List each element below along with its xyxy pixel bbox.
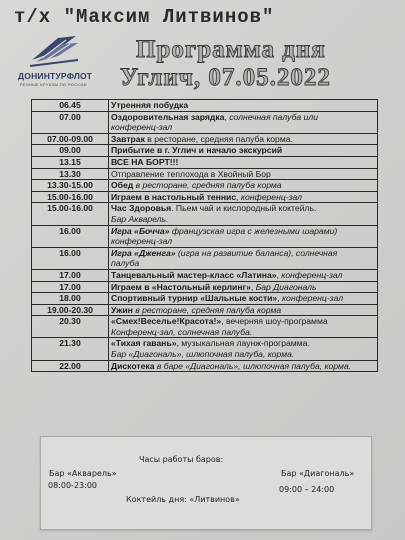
- event-text: , музыкальная лаунж-программа.: [176, 338, 310, 349]
- schedule-time: 13.15: [32, 156, 109, 168]
- bar-hours-note: [40, 436, 372, 530]
- schedule-row: [32, 360, 378, 372]
- event-line: [111, 180, 375, 191]
- event-text: в баре «Диагональ», шлюпочная палуба, корма.: [156, 360, 352, 371]
- event-line: [111, 316, 375, 327]
- event-line: [111, 169, 375, 180]
- event-text: Играем в «Настольный керлинг»: [111, 281, 251, 292]
- event-line: [111, 145, 375, 156]
- schedule-event: [109, 293, 378, 305]
- schedule-event: [109, 168, 378, 180]
- event-text: ,: [276, 269, 282, 280]
- event-text: ВСЕ НА БОРТ!!!: [111, 156, 179, 167]
- event-line: [111, 338, 375, 349]
- schedule-time: 15.00-16.00: [32, 203, 109, 225]
- event-text: конференц-зал: [281, 269, 343, 280]
- schedule-row: [32, 133, 378, 145]
- schedule-time: 18.00: [32, 293, 109, 305]
- schedule-time: 06.45: [32, 100, 109, 112]
- schedule-time: 07.00-09.00: [32, 133, 109, 145]
- schedule-row: [32, 180, 378, 192]
- schedule-row: [32, 111, 378, 133]
- event-line: [111, 327, 375, 338]
- schedule-time: 13.30: [32, 168, 109, 180]
- schedule-row: [32, 338, 378, 360]
- schedule-event: [109, 269, 378, 281]
- event-text: Танцевальный мастер-класс «Латина»: [111, 269, 277, 280]
- event-text: конференц-зал: [111, 122, 173, 133]
- schedule-row: [32, 156, 378, 168]
- event-line: [111, 248, 375, 259]
- schedule-row: [32, 316, 378, 338]
- schedule-row: [32, 293, 378, 305]
- logo-name: ДОНИНТУРФЛОТ: [18, 71, 93, 81]
- schedule-event: [109, 156, 378, 168]
- schedule-event: [109, 145, 378, 157]
- schedule-event: [109, 203, 378, 225]
- event-text: ,: [250, 281, 256, 292]
- event-text: Завтрак: [111, 133, 145, 144]
- schedule-time: 17.00: [32, 269, 109, 281]
- event-text: «Тихая гавань»: [111, 338, 177, 349]
- schedule-time: 09.00: [32, 145, 109, 157]
- event-text: Час Здоровья: [111, 203, 172, 214]
- event-text: в ресторане, средняя палуба корма: [135, 180, 282, 191]
- logo-tagline: РЕЧНЫЕ КРУИЗЫ ПО РОССИИ: [20, 82, 87, 87]
- event-text: Игра «Дженга»: [111, 247, 176, 258]
- schedule-event: [109, 338, 378, 360]
- bar-diagonal-name: Бар «Диагональ»: [281, 469, 355, 478]
- event-text: солнечная палуба или: [229, 111, 318, 122]
- schedule-row: [32, 304, 378, 316]
- event-text: (игра на развитие баланса), солнечная: [175, 247, 338, 258]
- event-text: конференц-зал: [240, 191, 303, 202]
- schedule-event: [109, 316, 378, 338]
- event-line: [111, 305, 375, 316]
- event-text: Отправление теплохода в Хвойный Бор: [111, 168, 271, 179]
- schedule-time: 22.00: [32, 360, 109, 372]
- schedule-row: [32, 100, 378, 112]
- schedule-time: 13.30-15.00: [32, 180, 109, 192]
- bar-akvarel-hours: 08:00-23:00: [48, 481, 97, 490]
- schedule-row: [32, 191, 378, 203]
- schedule-event: [109, 133, 378, 145]
- program-subtitle: Углич, 07.05.2022: [120, 64, 331, 91]
- schedule-time: 20.30: [32, 316, 109, 338]
- event-text: конференц-зал: [111, 236, 173, 247]
- event-text: Спортивный турнир «Шальные кости»: [111, 293, 278, 304]
- schedule-row: [32, 145, 378, 157]
- event-text: Дискотека: [111, 360, 155, 371]
- bar-diagonal-hours: 09:00 – 24:00: [279, 485, 335, 494]
- event-text: Бар «Диагональ», шлюпочная палуба, корма.: [111, 349, 295, 360]
- event-line: [111, 157, 375, 168]
- event-text: , вечерняя шоу-программа: [221, 316, 328, 327]
- event-text: Бар Акварель.: [111, 213, 169, 224]
- event-text: ,: [236, 191, 241, 202]
- schedule-event: [109, 304, 378, 316]
- event-text: конференц-зал: [282, 293, 344, 304]
- schedule-event: [109, 281, 378, 293]
- event-line: [111, 112, 375, 123]
- event-text: . Пьем чай и кислородный коктейль.: [171, 203, 317, 214]
- cocktail-of-day: Коктейль дня: «Литвинов»: [126, 495, 240, 504]
- event-line: [111, 282, 375, 293]
- schedule-time: 16.00: [32, 247, 109, 269]
- schedule-time: 17.00: [32, 281, 109, 293]
- schedule-event: [109, 360, 378, 372]
- event-line: [111, 192, 375, 203]
- event-text: Обед: [111, 180, 134, 191]
- schedule-event: [109, 191, 378, 203]
- event-text: французская игра с железными шарами): [169, 225, 338, 236]
- schedule-event: [109, 111, 378, 133]
- schedule-time: 19.00-20.30: [32, 304, 109, 316]
- schedule-row: [32, 225, 378, 247]
- event-text: Играем в настольный теннис: [111, 191, 237, 202]
- schedule-time: 21.30: [32, 338, 109, 360]
- schedule-event: [109, 180, 378, 192]
- schedule-event: [109, 225, 378, 247]
- event-line: [111, 203, 375, 214]
- ship-name: т/х "Максим Литвинов": [14, 6, 275, 28]
- event-line: [111, 258, 375, 269]
- bar-akvarel-name: Бар «Акварель»: [49, 469, 117, 478]
- event-text: Игра «Бочча»: [111, 225, 170, 236]
- event-line: [111, 100, 375, 111]
- schedule-row: [32, 281, 378, 293]
- event-text: палуба: [111, 258, 140, 269]
- event-text: Ужин: [111, 304, 133, 315]
- event-text: Прибытие в г. Углич и начало экскурсий: [111, 145, 283, 156]
- event-text: «Смех!Веселье!Красота!»: [111, 316, 222, 327]
- bar-hours-heading: Часы работы баров:: [139, 455, 224, 464]
- event-line: [111, 270, 375, 281]
- schedule-event: [109, 247, 378, 269]
- event-text: ,: [224, 111, 230, 122]
- schedule-row: [32, 269, 378, 281]
- schedule-row: [32, 247, 378, 269]
- event-text: Конференц-зал, солнечная палуба.: [111, 326, 253, 337]
- schedule-time: 07.00: [32, 111, 109, 133]
- event-line: [111, 361, 375, 372]
- event-line: [111, 293, 375, 304]
- schedule-event: [109, 100, 378, 112]
- event-line: [111, 214, 375, 225]
- company-logo: [18, 30, 100, 86]
- event-line: [111, 349, 375, 360]
- event-line: [111, 134, 375, 145]
- ship-logo-icon: [28, 30, 80, 70]
- event-text: в ресторане, средняя палуба корма.: [144, 133, 293, 144]
- event-text: Бар Диагональ: [255, 281, 317, 292]
- schedule-table: [31, 99, 378, 372]
- schedule-row: [32, 168, 378, 180]
- event-line: [111, 226, 375, 237]
- schedule-time: 15.00-16.00: [32, 191, 109, 203]
- schedule-row: [32, 203, 378, 225]
- schedule-time: 16.00: [32, 225, 109, 247]
- event-text: в ресторане, средняя палуба корма: [135, 304, 282, 315]
- event-line: [111, 236, 375, 247]
- program-title: Программа дня: [136, 36, 326, 63]
- event-text: Утренняя побудка: [111, 100, 189, 110]
- event-line: [111, 122, 375, 133]
- event-text: ,: [277, 293, 282, 304]
- event-text: Оздоровительная зарядка: [111, 111, 225, 122]
